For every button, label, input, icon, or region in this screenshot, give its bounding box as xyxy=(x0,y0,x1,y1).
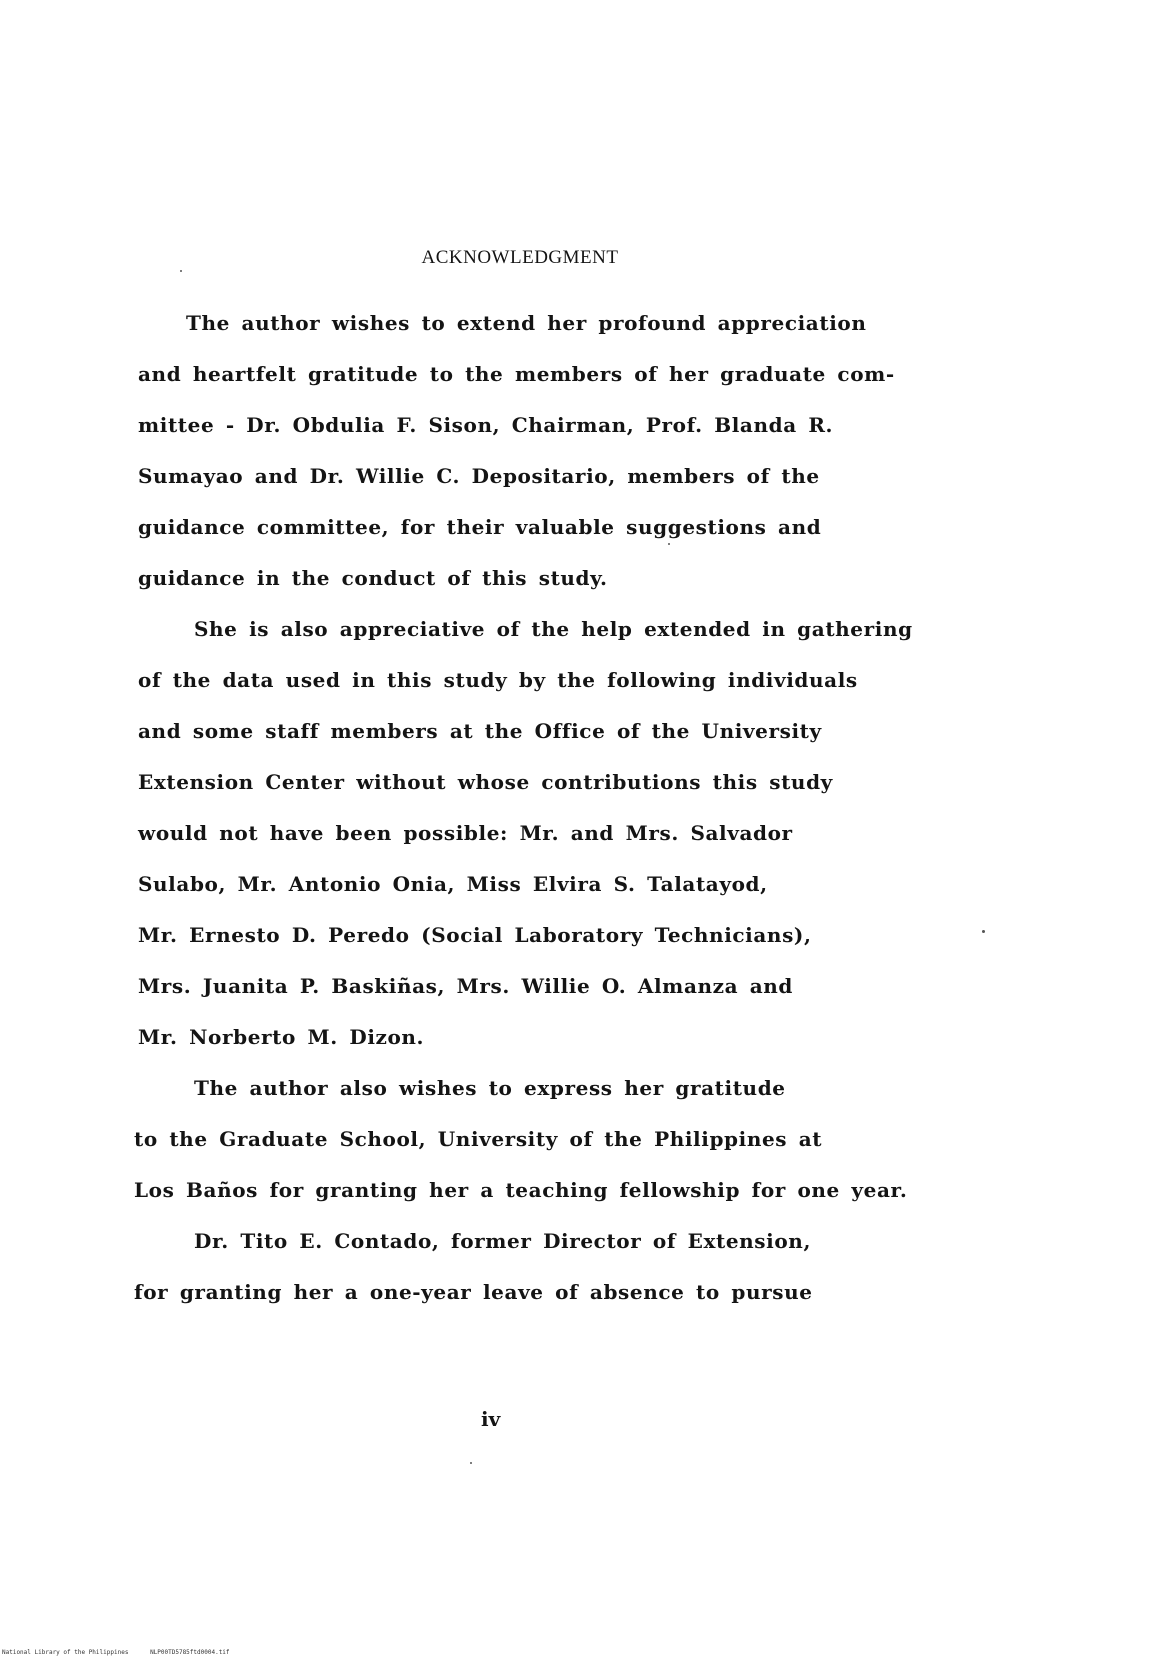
scan-speck xyxy=(668,543,670,545)
body-line-13: Mr. Ernesto D. Peredo (Social Laboratory Technicians), xyxy=(138,923,812,947)
scan-speck xyxy=(180,270,182,272)
page-number: iv xyxy=(481,1407,501,1431)
body-line-17: to the Graduate School, University of the Philippines at xyxy=(134,1127,823,1151)
body-line-16: The author also wishes to express her gratitude xyxy=(194,1076,786,1100)
body-line-4: Sumayao and Dr. Willie C. Depositario, members of the xyxy=(138,464,820,488)
body-line-1: The author wishes to extend her profound appreciation xyxy=(186,311,867,335)
body-line-6: guidance in the conduct of this study. xyxy=(138,566,608,590)
body-line-12: Sulabo, Mr. Antonio Onia, Miss Elvira S. Talatayod, xyxy=(138,872,768,896)
scan-footer xyxy=(2,1649,248,1656)
scan-speck xyxy=(982,930,985,933)
body-line-8: of the data used in this study by the following individuals xyxy=(138,668,858,692)
body-line-5: guidance committee, for their valuable suggestions and xyxy=(138,515,822,539)
body-line-7: She is also appreciative of the help extended in gathering xyxy=(194,617,913,641)
body-line-19: Dr. Tito E. Contado, former Director of Extension, xyxy=(194,1229,812,1253)
body-line-10: Extension Center without whose contributions this study xyxy=(138,770,833,794)
body-line-9: and some staff members at the Office of the University xyxy=(138,719,822,743)
body-line-20: for granting her a one-year leave of absence to pursue xyxy=(134,1280,813,1304)
body-line-18: Los Baños for granting her a teaching fellowship for one year. xyxy=(134,1178,908,1202)
body-line-15: Mr. Norberto M. Dizon. xyxy=(138,1025,425,1049)
body-line-2: and heartfelt gratitude to the members of her graduate com- xyxy=(138,362,895,386)
body-line-11: would not have been possible: Mr. and Mrs. Salvador xyxy=(138,821,793,845)
body-line-3: mittee - Dr. Obdulia F. Sison, Chairman, Prof. Blanda R. xyxy=(138,413,834,437)
page-title: ACKNOWLEDGMENT xyxy=(421,247,619,268)
scan-speck xyxy=(470,1462,472,1464)
body-line-14: Mrs. Juanita P. Baskiñas, Mrs. Willie O. Almanza and xyxy=(138,974,794,998)
footer-library: National Library of the Philippines xyxy=(2,1649,129,1656)
footer-file: NLP00TD5785ftd0004.tif xyxy=(150,1649,230,1656)
